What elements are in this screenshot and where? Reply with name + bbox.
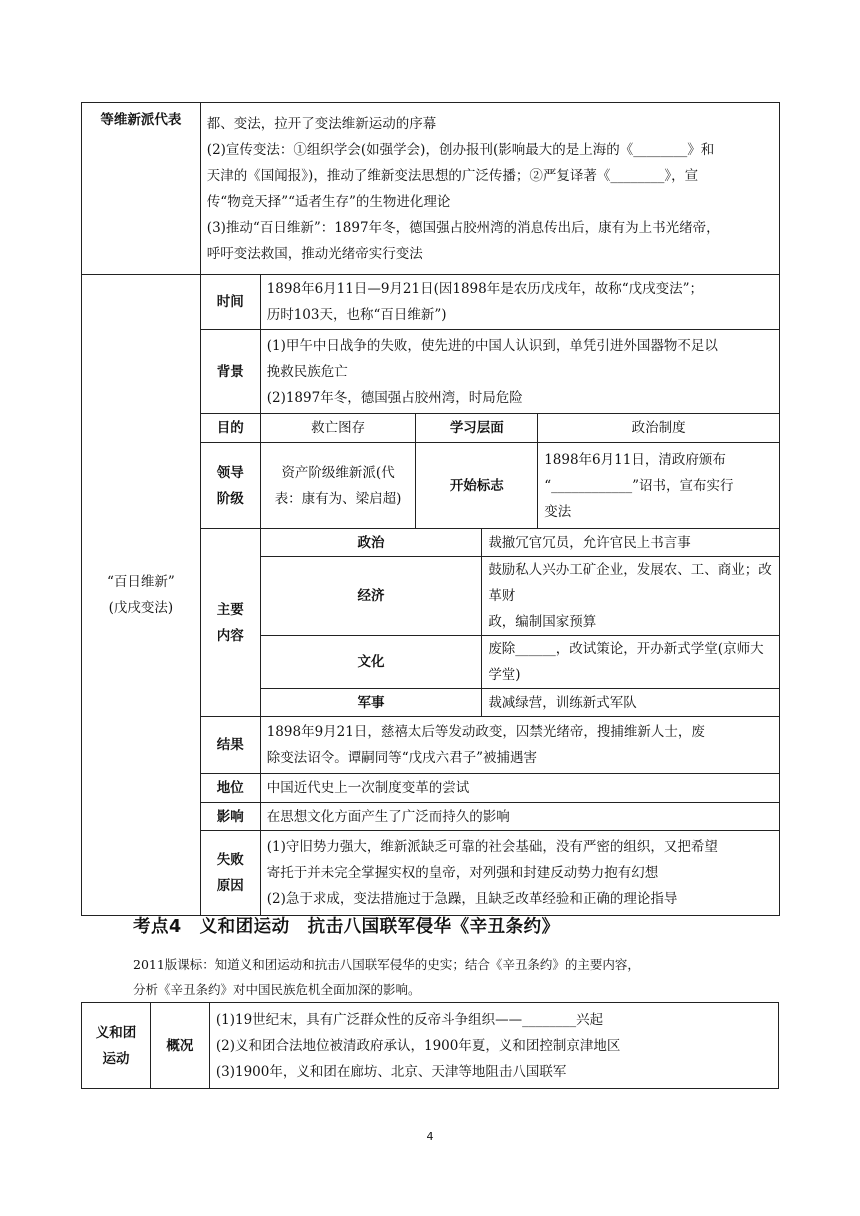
- top-left-label: 等维新派代表: [82, 103, 201, 275]
- overview-label: 概况: [150, 1003, 209, 1089]
- start-label: 开始标志: [416, 443, 538, 529]
- impact-label: 影响: [200, 803, 260, 831]
- page-number: 4: [426, 1130, 434, 1143]
- text-line: 政，编制国家预算: [488, 614, 597, 630]
- level-value: 政治制度: [538, 414, 780, 443]
- top-content: [200, 103, 779, 275]
- politics-label: 政治: [260, 529, 482, 557]
- leader-label: [200, 443, 260, 529]
- label-line: 主要: [216, 601, 244, 618]
- text-line: (1)守旧势力强大，维新派缺乏可靠的社会基础，没有严密的组织，又把希望: [266, 839, 718, 855]
- military-label: 军事: [260, 689, 482, 717]
- background-value: [260, 330, 779, 414]
- time-value: [260, 275, 779, 330]
- content-label: [200, 529, 260, 717]
- text-line: (1)19世纪末，具有广泛群众性的反帝斗争组织——________兴起: [215, 1011, 604, 1028]
- text-line: (2)宣传变法：①组织学会(如强学会)，创办报刊(影响最大的是上海的《________》和: [206, 141, 715, 158]
- level-label: 学习层面: [416, 414, 538, 443]
- text-line: (2)1897年冬，德国强占胶州湾，时局危险: [266, 389, 523, 406]
- boxer-table: [81, 1002, 779, 1089]
- text-line: (1)甲午中日战争的失败，使先进的中国人认识到，单凭引进外国器物不足以: [266, 337, 718, 354]
- culture-label: 文化: [260, 636, 482, 689]
- text-line: 变法: [544, 503, 572, 520]
- text-line: 天津的《国闻报》)，推动了维新变法思想的广泛传播；②严复译著《________》，宣: [206, 167, 699, 184]
- text-line: 1898年6月11日—9月21日(因1898年是农历戊戌年，故称“戊戌变法”；: [266, 281, 704, 297]
- group-label-line: (戊戌变法): [108, 600, 174, 616]
- text-line: 寄托于并未完全掌握实权的皇帝，对列强和封建反动势力抱有幻想: [266, 865, 659, 881]
- section-heading: 考点4 义和团运动 抗击八国联军侵华《辛丑条约》: [133, 917, 560, 937]
- text-line: 挽救民族危亡: [266, 363, 348, 380]
- text-line: 1898年6月11日，清政府颁布: [544, 451, 726, 468]
- impact-value: 在思想文化方面产生了广泛而持久的影响: [260, 803, 779, 831]
- text-line: 1898年9月21日，慈禧太后等发动政变，囚禁光绪帝，搜捕维新人士，废: [266, 724, 705, 740]
- start-value: [538, 443, 780, 529]
- text-line: 鼓励私人兴办工矿企业，发展农、工、商业；改革财: [488, 562, 772, 604]
- leader-value: [260, 443, 416, 529]
- politics-value: 裁撤冗官冗员，允许官民上书言事: [482, 529, 780, 557]
- economy-value: [482, 557, 780, 636]
- text-line: 分析《辛丑条约》对中国民族危机全面加深的影响。: [133, 982, 421, 997]
- status-value: 中国近代史上一次制度变革的尝试: [260, 774, 779, 803]
- military-value: 裁减绿营，训练新式军队: [482, 689, 780, 717]
- text-line: (2)义和团合法地位被清政府承认，1900年夏，义和团控制京津地区: [215, 1037, 621, 1054]
- label-line: 原因: [216, 878, 244, 894]
- text-line: 都、变法，拉开了变法维新运动的序幕: [206, 115, 437, 132]
- culture-value: 废除______，改试策论，开办新式学堂(京师大学堂): [482, 636, 780, 689]
- label-line: 失败: [216, 852, 244, 868]
- text-line: 呼吁变法救国，推动光绪帝实行变法: [206, 245, 423, 262]
- text-line: (2)急于求成，变法措施过于急躁，且缺乏改革经验和正确的理论指导: [266, 891, 678, 907]
- label-line: 领导: [216, 464, 244, 481]
- group-label-line: “百日维新”: [106, 574, 175, 590]
- label-line: 阶级: [216, 490, 244, 507]
- goal-value: 救亡图存: [260, 414, 416, 443]
- text-line: 表：康有为、梁启超): [274, 490, 402, 507]
- reform-table: [81, 102, 780, 916]
- text-line: 历时103天，也称“百日维新”): [266, 307, 447, 323]
- text-line: 传“物竞天择”“适者生存”的生物进化理论: [206, 193, 451, 210]
- boxer-label: [82, 1003, 151, 1089]
- time-label: 时间: [200, 275, 260, 330]
- goal-label: 目的: [200, 414, 260, 443]
- label-line: 义和团: [95, 1024, 137, 1041]
- text-line: 2011版课标：知道义和团运动和抗击八国联军侵华的史实；结合《辛丑条约》的主要内容，: [133, 957, 640, 972]
- failure-label: [200, 831, 260, 916]
- text-line: (3)推动“百日维新”：1897年冬，德国强占胶州湾的消息传出后，康有为上书光绪帝，: [206, 219, 720, 236]
- text-line: 资产阶级维新派(代: [281, 464, 395, 481]
- label-line: 内容: [216, 627, 244, 644]
- text-line: “____________”诏书，宣布实行: [544, 477, 734, 494]
- group-label: [82, 275, 201, 916]
- result-value: [260, 717, 779, 774]
- result-label: 结果: [200, 717, 260, 774]
- background-label: 背景: [200, 330, 260, 414]
- failure-value: [260, 831, 779, 916]
- curriculum-standard: [133, 952, 773, 1002]
- overview-value: [209, 1003, 778, 1089]
- label-line: 运动: [102, 1050, 130, 1067]
- text-line: (3)1900年，义和团在廊坊、北京、天津等地阻击八国联军: [215, 1063, 567, 1080]
- economy-label: 经济: [260, 557, 482, 636]
- text-line: 除变法诏令。谭嗣同等“戊戌六君子”被捕遇害: [266, 750, 538, 766]
- status-label: 地位: [200, 774, 260, 803]
